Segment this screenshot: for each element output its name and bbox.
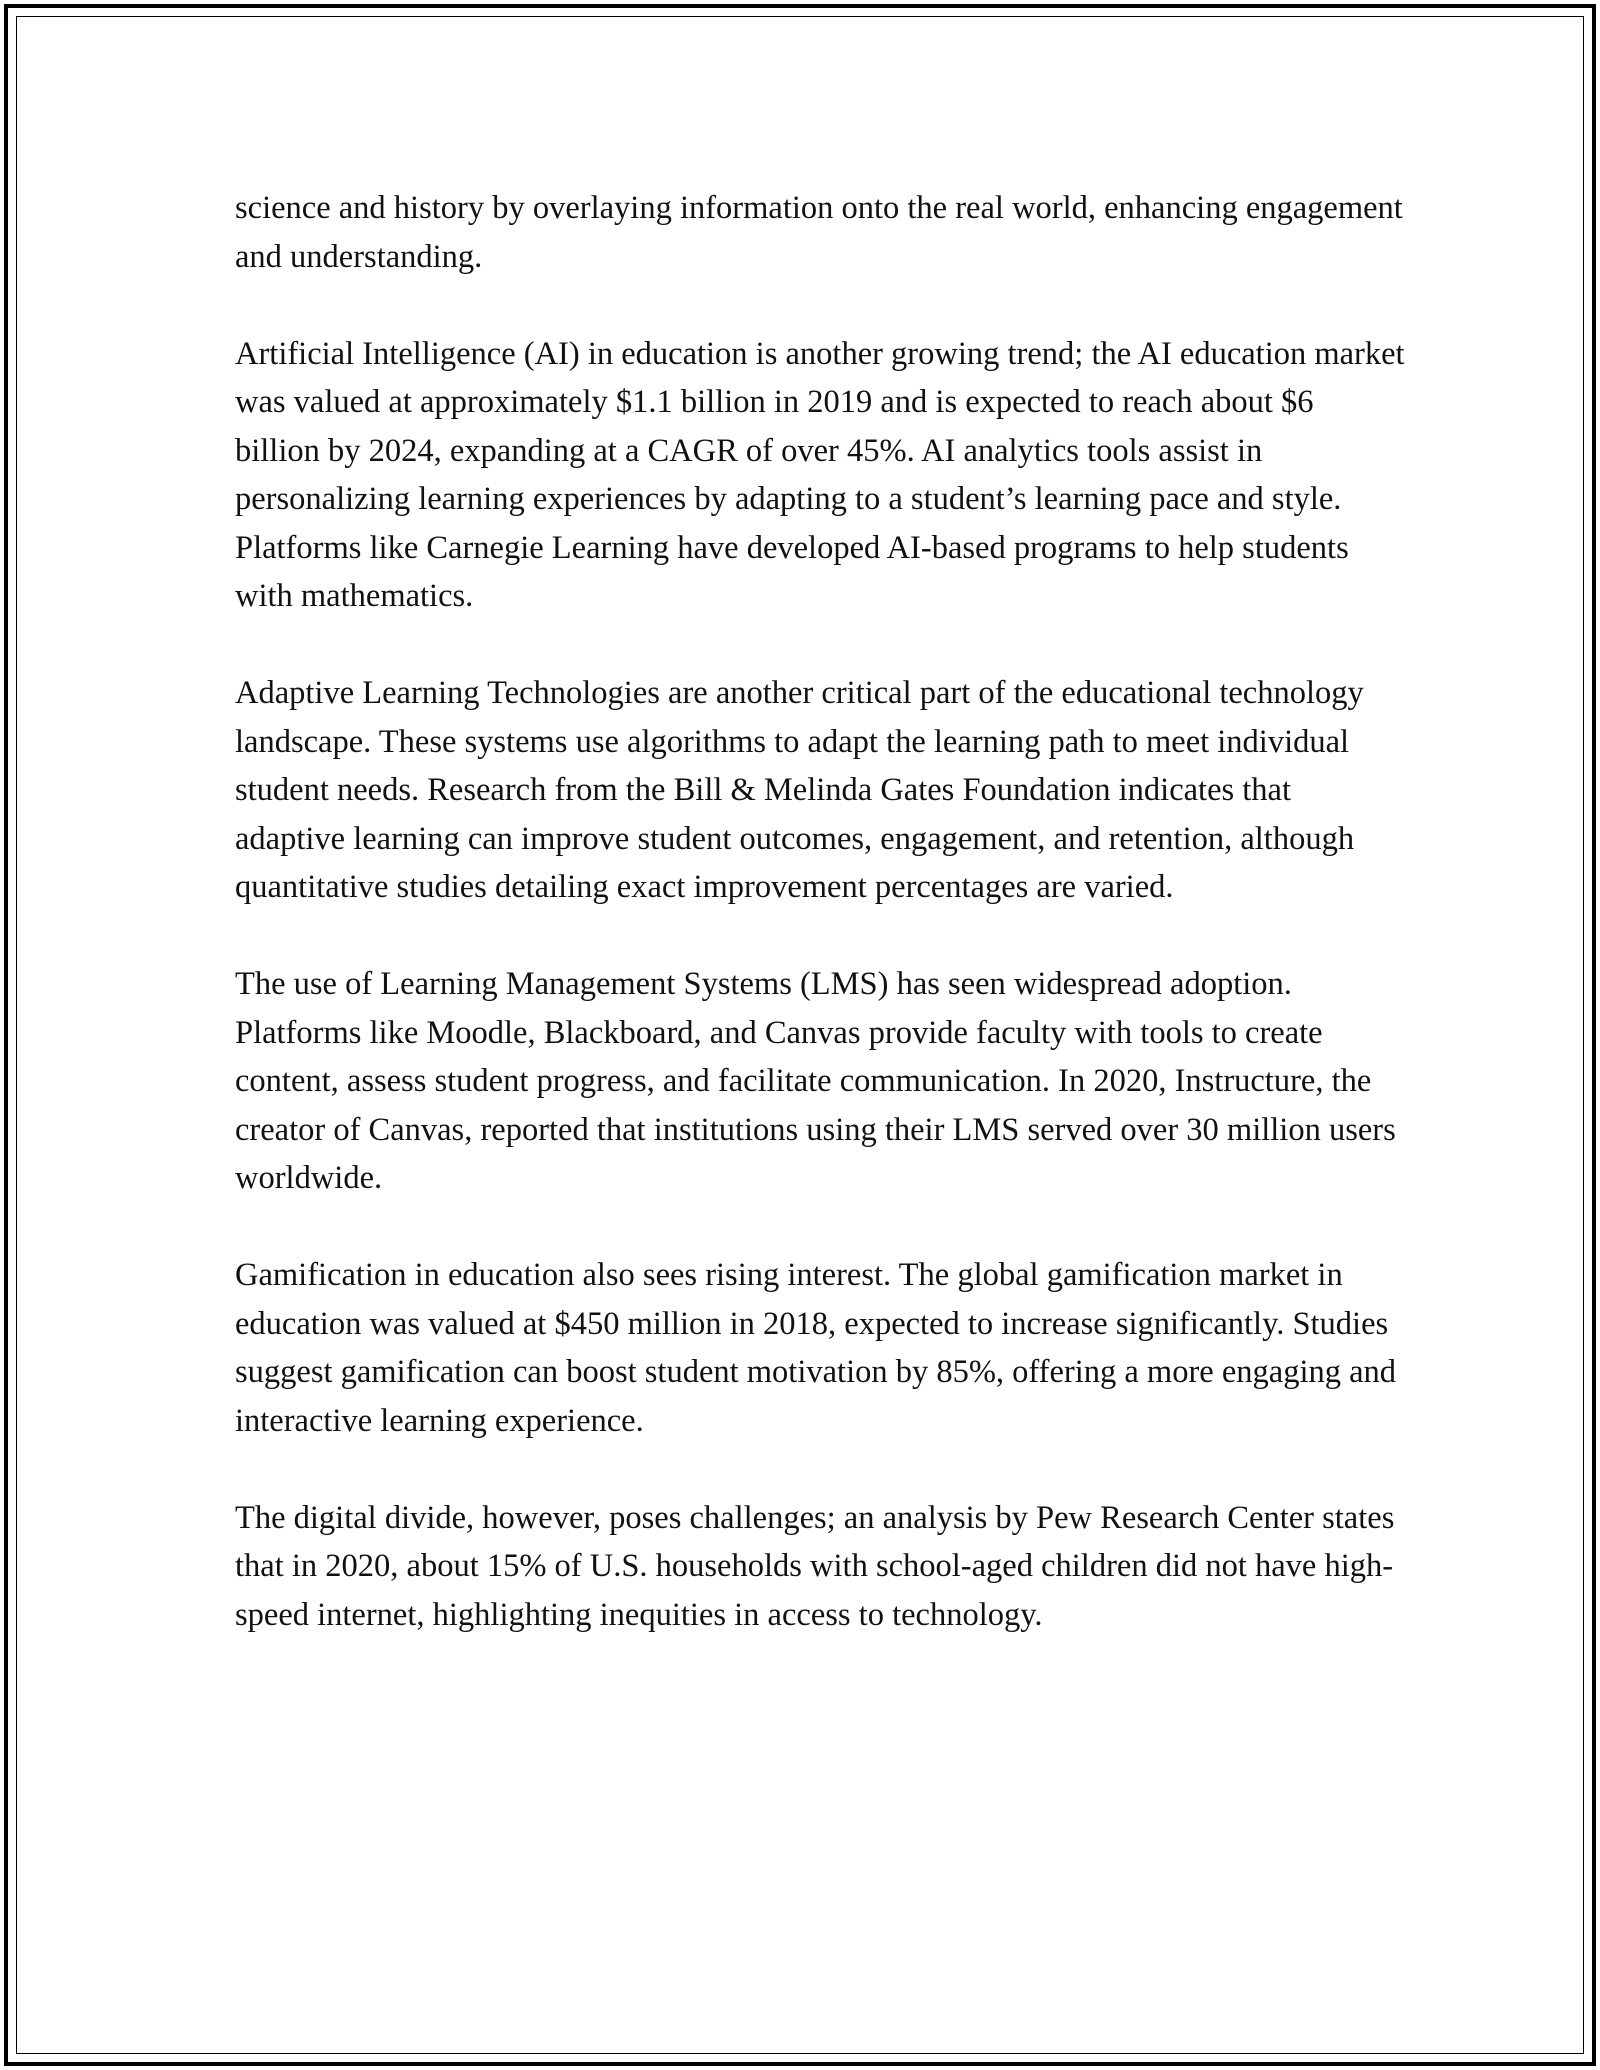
paragraph-gamification: Gamification in education also sees rising interest. The global gamification market in education was valued at $450 million in 2018, expected to increase significantly. Studies suggest gamification can boost student motivation by 85%, offering a more engaging and interactive learning experience. xyxy=(235,1257,1397,1439)
paragraph-ar-continuation: science and history by overlaying information onto the real world, enhancing engagement and understanding. xyxy=(235,190,1403,275)
paragraph-digital-divide: The digital divide, however, poses challenges; an analysis by Pew Research Center states that in 2020, about 15% of U.S. households with school-aged children did not have high-speed internet, highlighting inequities in access to technology. xyxy=(235,1499,1395,1633)
paragraph-adaptive-learning: Adaptive Learning Technologies are another critical part of the educational technology landscape. These systems use algorithms to adapt the learning path to meet individual student needs. Research from the Bill & Melinda Gates Foundation indicates that adaptive learning can improve student outcomes, engagement, and retention, although quantitative studies detailing exact improvement percentages are varied. xyxy=(235,675,1364,905)
document-body xyxy=(235,184,1405,1688)
paragraph-lms: The use of Learning Management Systems (LMS) has seen widespread adoption. Platforms like Moodle, Blackboard, and Canvas provide faculty with tools to create content, assess student progress, and facilitate communication. In 2020, Instructure, the creator of Canvas, reported that institutions using their LMS served over 30 million users worldwide. xyxy=(235,966,1396,1196)
paragraph-ai-education: Artificial Intelligence (AI) in education is another growing trend; the AI education market was valued at approximately $1.1 billion in 2019 and is expected to reach about $6 billion by 2024, expanding at a CAGR of over 45%. AI analytics tools assist in personalizing learning experiences by adapting to a student’s learning pace and style. Platforms like Carnegie Learning have developed AI-based programs to help students with mathematics. xyxy=(235,335,1405,614)
